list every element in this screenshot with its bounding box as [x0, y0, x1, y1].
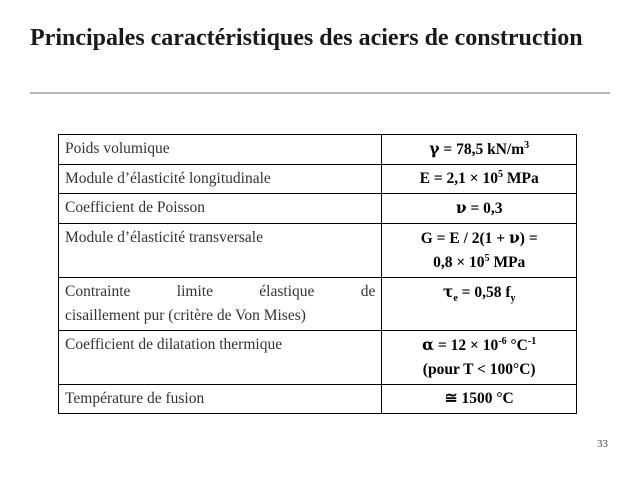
label-line-1: [65, 280, 375, 304]
property-value: [382, 224, 577, 278]
property-value: ≅ 1500 °C: [382, 385, 577, 414]
property-label: Poids volumique: [59, 135, 382, 165]
property-value: [382, 135, 577, 165]
value-line-1: [388, 333, 570, 358]
table-row: [59, 278, 577, 331]
gamma-symbol: γ: [429, 139, 440, 158]
property-value: [382, 165, 577, 194]
label-word: élastique: [259, 283, 315, 300]
property-label: Température de fusion: [59, 385, 382, 414]
value-text: E = 2,1 × 10: [419, 170, 499, 187]
property-value: [382, 331, 577, 385]
value-exponent: -1: [527, 335, 537, 347]
value-unit: °C: [506, 337, 528, 354]
label-word: Contrainte: [65, 283, 131, 300]
label-word: de: [360, 283, 376, 300]
value-text: = 12 × 10: [434, 337, 499, 354]
value-exponent: 3: [524, 139, 530, 151]
value-text: ) =: [519, 230, 538, 247]
nu-symbol: ν: [509, 228, 520, 247]
alpha-symbol: α: [422, 335, 435, 354]
table-row: [59, 194, 577, 224]
table-row: [59, 331, 577, 385]
value-unit: MPa: [503, 170, 539, 187]
value-exponent: 5: [484, 252, 490, 264]
page-number: 33: [597, 438, 608, 450]
value-exponent: -6: [498, 335, 507, 347]
tau-symbol: τ: [442, 282, 454, 301]
property-value: [382, 194, 577, 224]
value-line-1: [388, 226, 570, 251]
property-label: Module d’élasticité longitudinale: [59, 165, 382, 194]
property-value: [382, 278, 577, 331]
slide-title: Principales caractéristiques des aciers de construction: [30, 25, 583, 51]
label-word: limite: [176, 283, 213, 300]
value-text: = 0,58 f: [457, 284, 511, 301]
value-subscript: e: [453, 293, 458, 305]
label-line-2: cisaillement pur (critère de Von Mises): [65, 307, 306, 324]
table-row: [59, 165, 577, 194]
table-row: [59, 135, 577, 165]
value-text: 0,8 × 10: [433, 254, 485, 271]
table-row: [59, 385, 577, 414]
value-unit: MPa: [489, 254, 526, 271]
properties-table: [58, 134, 577, 414]
value-text: = 0,3: [466, 200, 503, 217]
value-line-2: [388, 251, 570, 275]
value-text: G = E / 2(1 +: [420, 230, 510, 247]
property-label: Module d’élasticité transversale: [59, 224, 382, 278]
property-label: [59, 278, 382, 331]
table-row: [59, 224, 577, 278]
value-exponent: 5: [498, 168, 504, 180]
nu-symbol: ν: [455, 198, 467, 217]
title-divider: [30, 92, 610, 94]
property-label: Coefficient de Poisson: [59, 194, 382, 224]
value-text: = 78,5 kN/m: [439, 141, 525, 158]
value-line-2: (pour T < 100°C): [422, 361, 536, 378]
property-label: Coefficient de dilatation thermique: [59, 331, 382, 385]
value-subscript: y: [510, 293, 516, 305]
